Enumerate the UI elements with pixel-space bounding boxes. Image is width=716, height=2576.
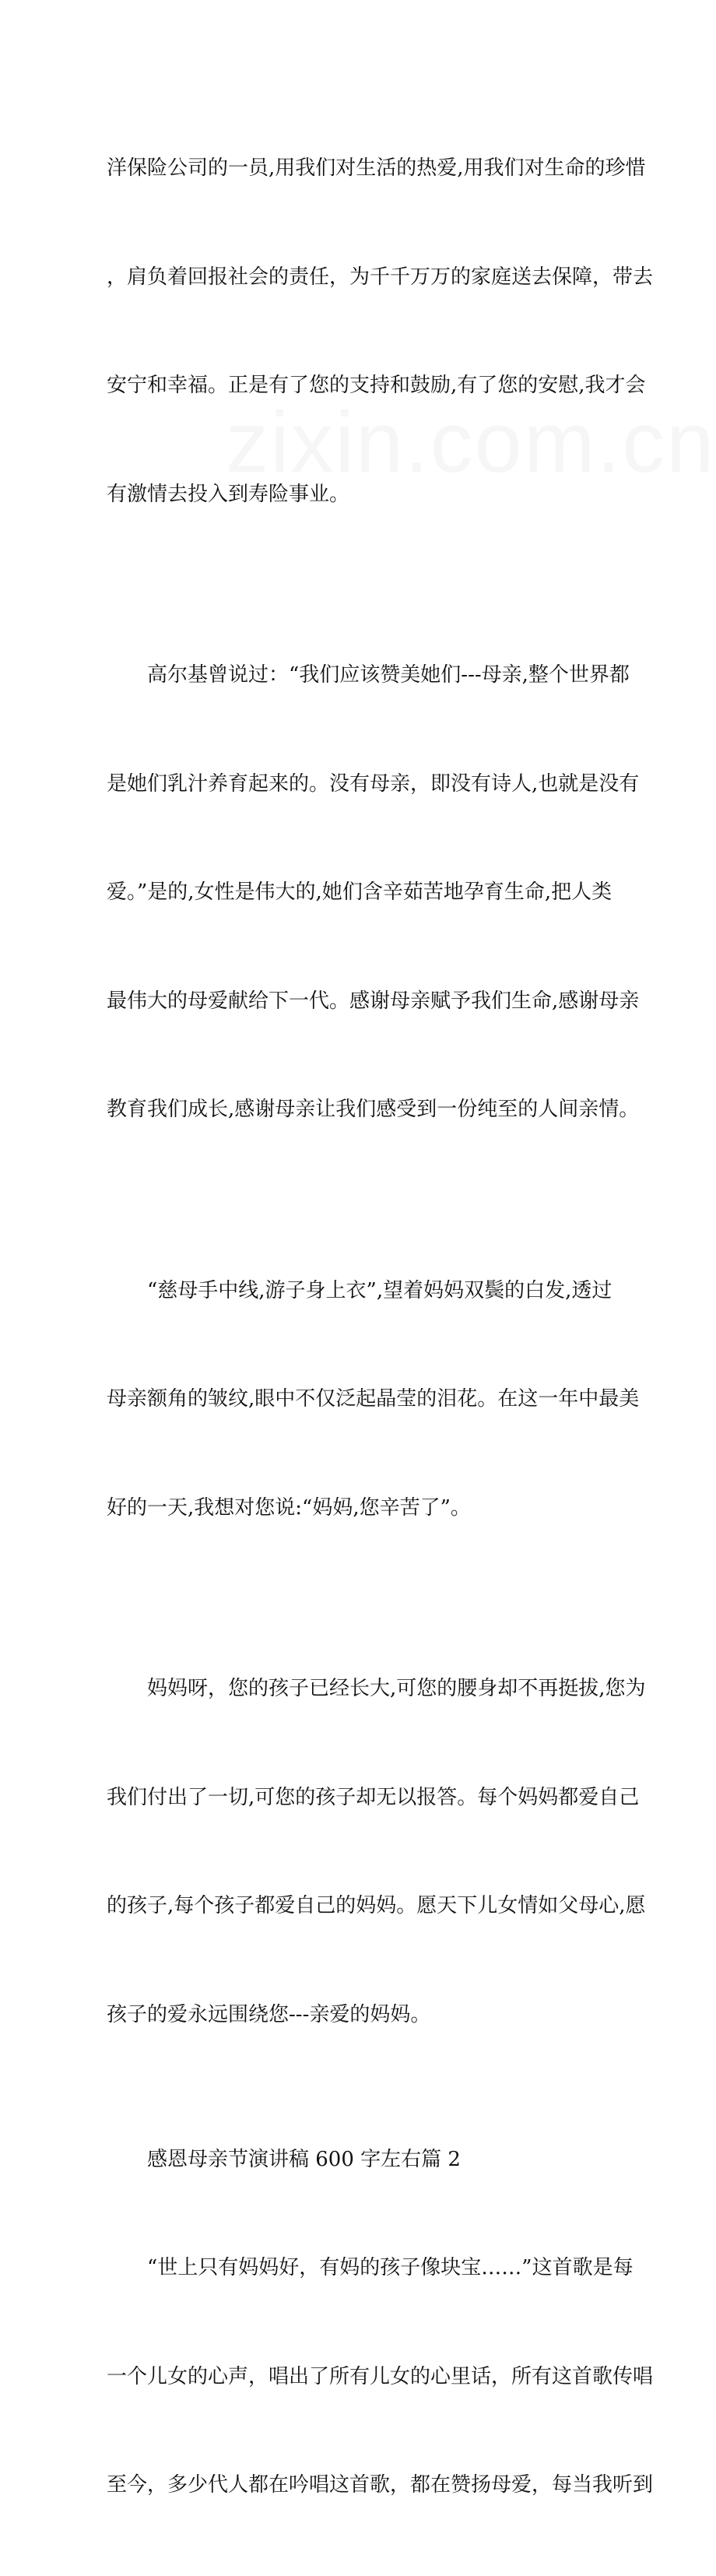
text-line: 孩子的爱永远围绕您---亲爱的妈妈。 [107, 2002, 431, 2026]
paragraph-2 [107, 585, 640, 1200]
paragraph-4 [107, 1598, 646, 2105]
text-line: 是她们乳汁养育起来的。没有母亲，即没有诗人,也就是没有 [107, 771, 640, 796]
paragraph-1 [107, 78, 654, 585]
text-line: 母亲额角的皱纹,眼中不仅泛起晶莹的泪花。在这一年中最美 [107, 1387, 640, 1411]
blank-line [107, 2105, 620, 2142]
text-line: 有激情去投入到寿险事业。 [107, 482, 350, 506]
text-line: 最伟大的母爱献给下一代。感谢母亲赋予我们生命,感谢母亲 [107, 989, 640, 1013]
text-line: 我们付出了一切,可您的孩子却无以报答。每个妈妈都爱自己 [107, 1785, 640, 1809]
text-line: 妈妈呀，您的孩子已经长大,可您的腰身却不再挺拔,您为 [147, 1677, 646, 1700]
paragraph-3 [107, 1200, 640, 1599]
text-line: 的孩子,每个孩子都爱自己的妈妈。愿天下儿女情如父母心,愿 [107, 1894, 646, 1917]
text-line: 安宁和幸福。正是有了您的支持和鼓励,有了您的安慰,我才会 [107, 374, 646, 397]
text-line: 好的一天,我想对您说:“妈妈,您辛苦了”。 [107, 1495, 471, 1520]
text-line: ，肩负着回报社会的责任，为千千万万的家庭送去保障，带去 [107, 265, 654, 289]
section-heading: 感恩母亲节演讲稿 600 字左右篇 2 [147, 2147, 461, 2171]
text-line: 洋保险公司的一员,用我们对生活的热爱,用我们对生命的珍惜 [107, 156, 646, 180]
text-line: “慈母手中线,游子身上衣”,望着妈妈双鬓的白发,透过 [147, 1278, 612, 1302]
text-line: 教育我们成长,感谢母亲让我们感受到一份纯至的人间亲情。 [107, 1098, 640, 1121]
text-line: “世上只有妈妈好，有妈的孩子像块宝……”这首歌是每 [147, 2256, 634, 2279]
text-line: 至今，多少代人都在吟唱这首歌，都在赞扬母爱，每当我听到 [107, 2473, 654, 2497]
text-line: 高尔基曾说过：“我们应该赞美她们---母亲,整个世界都 [147, 663, 630, 687]
paragraph-5 [107, 2177, 654, 2576]
document-body [107, 78, 654, 2576]
text-line: 一个儿女的心声，唱出了所有儿女的心里话，所有这首歌传唱 [107, 2364, 654, 2388]
text-line: 爱。”是的,女性是伟大的,她们含辛茹苦地孕育生命,把人类 [107, 880, 612, 904]
